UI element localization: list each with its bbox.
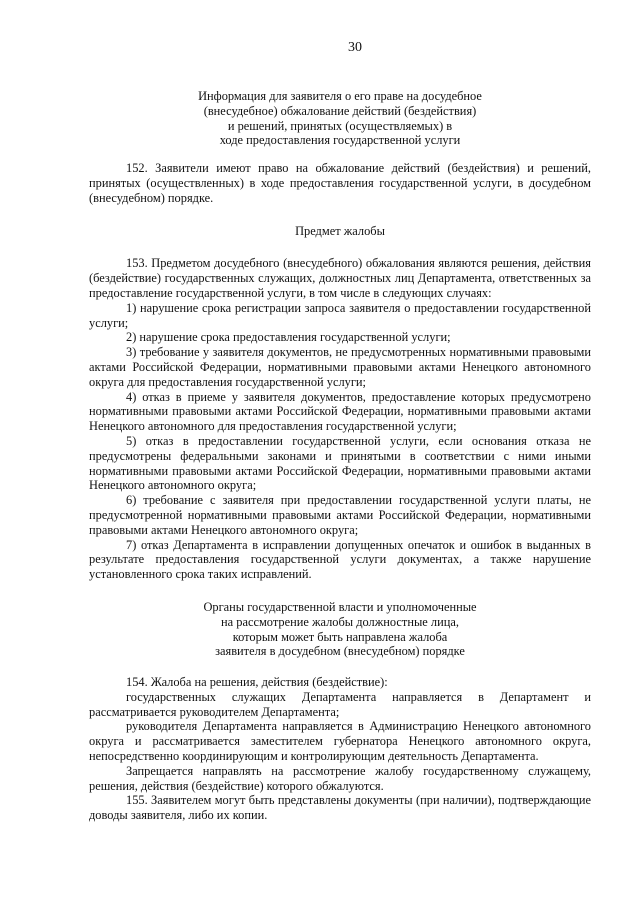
list-item-153-1: 1) нарушение срока регистрации запроса заявителя о предоставлении государственной услуги; [89, 300, 591, 330]
list-item-154-2: руководителя Департамента направляется в Администрацию Ненецкого автономного округа и рассматривается заместителем губернатора Ненецкого автономного округа, непосредственно координирующим и контролирующим деятельность Департамента. [89, 719, 591, 764]
list-item-154-1: государственных служащих Департамента направляется в Департамент и рассматривается руководителем Департамента; [89, 689, 591, 719]
list-item-153-5: 5) отказ в предоставлении государственной услуги, если основания отказа не предусмотрены федеральными законами и принятыми в соответствии с ними иными нормативными правовыми актами Российской Федерации, нормативными правовыми актами Ненецкого автономного округа; [89, 433, 591, 493]
document-page [89, 40, 591, 823]
section-heading-organs: Органы государственной власти и уполномоченные на рассмотрение жалобы должностные лица, которым может быть направлена жалоба заявителя в досудебном (внесудебном) порядке [203, 599, 477, 659]
paragraph-153-intro: 153. Предметом досудебного (внесудебного) обжалования являются решения, действия (бездействие) государственных служащих, должностных лиц Департамента, ответственных за предоставление государственной услуги, в том числе в следующих случаях: [89, 256, 591, 300]
list-item-153-3: 3) требование у заявителя документов, не предусмотренных нормативными правовыми актами Российской Федерации, нормативными правовыми актами Ненецкого автономного округа для предоставления государственной услуги; [89, 345, 591, 389]
list-item-153-6: 6) требование с заявителя при предоставлении государственной услуги платы, не предусмотренной нормативными правовыми актами Российской Федерации, нормативными правовыми актами Ненецкого автономного округа; [89, 493, 591, 537]
paragraph-152: 152. Заявители имеют право на обжалование действий (бездействия) и решений, принятых (осуществленных) в ходе предоставления государственной услуги, в досудебном (внесудебном) порядке. [89, 161, 591, 205]
paragraph-155: 155. Заявителем могут быть представлены документы (при наличии), подтверждающие доводы заявителя, либо их копии. [89, 793, 591, 823]
paragraph-154-prohibition: Запрещается направлять на рассмотрение жалобу государственному служащему, решения, действия (бездействие) которого обжалуются. [89, 763, 591, 793]
list-item-153-7: 7) отказ Департамента в исправлении допущенных опечаток и ошибок в выданных в результате предоставления государственной услуги документах, а также нарушение установленного срока таких исправлений. [89, 537, 591, 582]
list-item-153-2: 2) нарушение срока предоставления государственной услуги; [126, 330, 451, 345]
section-heading-info: Информация для заявителя о его праве на досудебное (внесудебное) обжалование действий (бездействия) и решений, принятых (осуществляемых) в ходе предоставления государственной услуги [198, 89, 482, 148]
list-item-153-4: 4) отказ в приеме у заявителя документов, предоставление которых предусмотрено нормативными правовыми актами Российской Федерации, нормативными правовыми актами Ненецкого автономного для предоставления государственной услуги; [89, 389, 591, 434]
page-number: 30 [348, 40, 362, 55]
paragraph-154-intro: 154. Жалоба на решения, действия (бездействие): [126, 675, 388, 690]
section-heading-subject: Предмет жалобы [295, 223, 385, 238]
